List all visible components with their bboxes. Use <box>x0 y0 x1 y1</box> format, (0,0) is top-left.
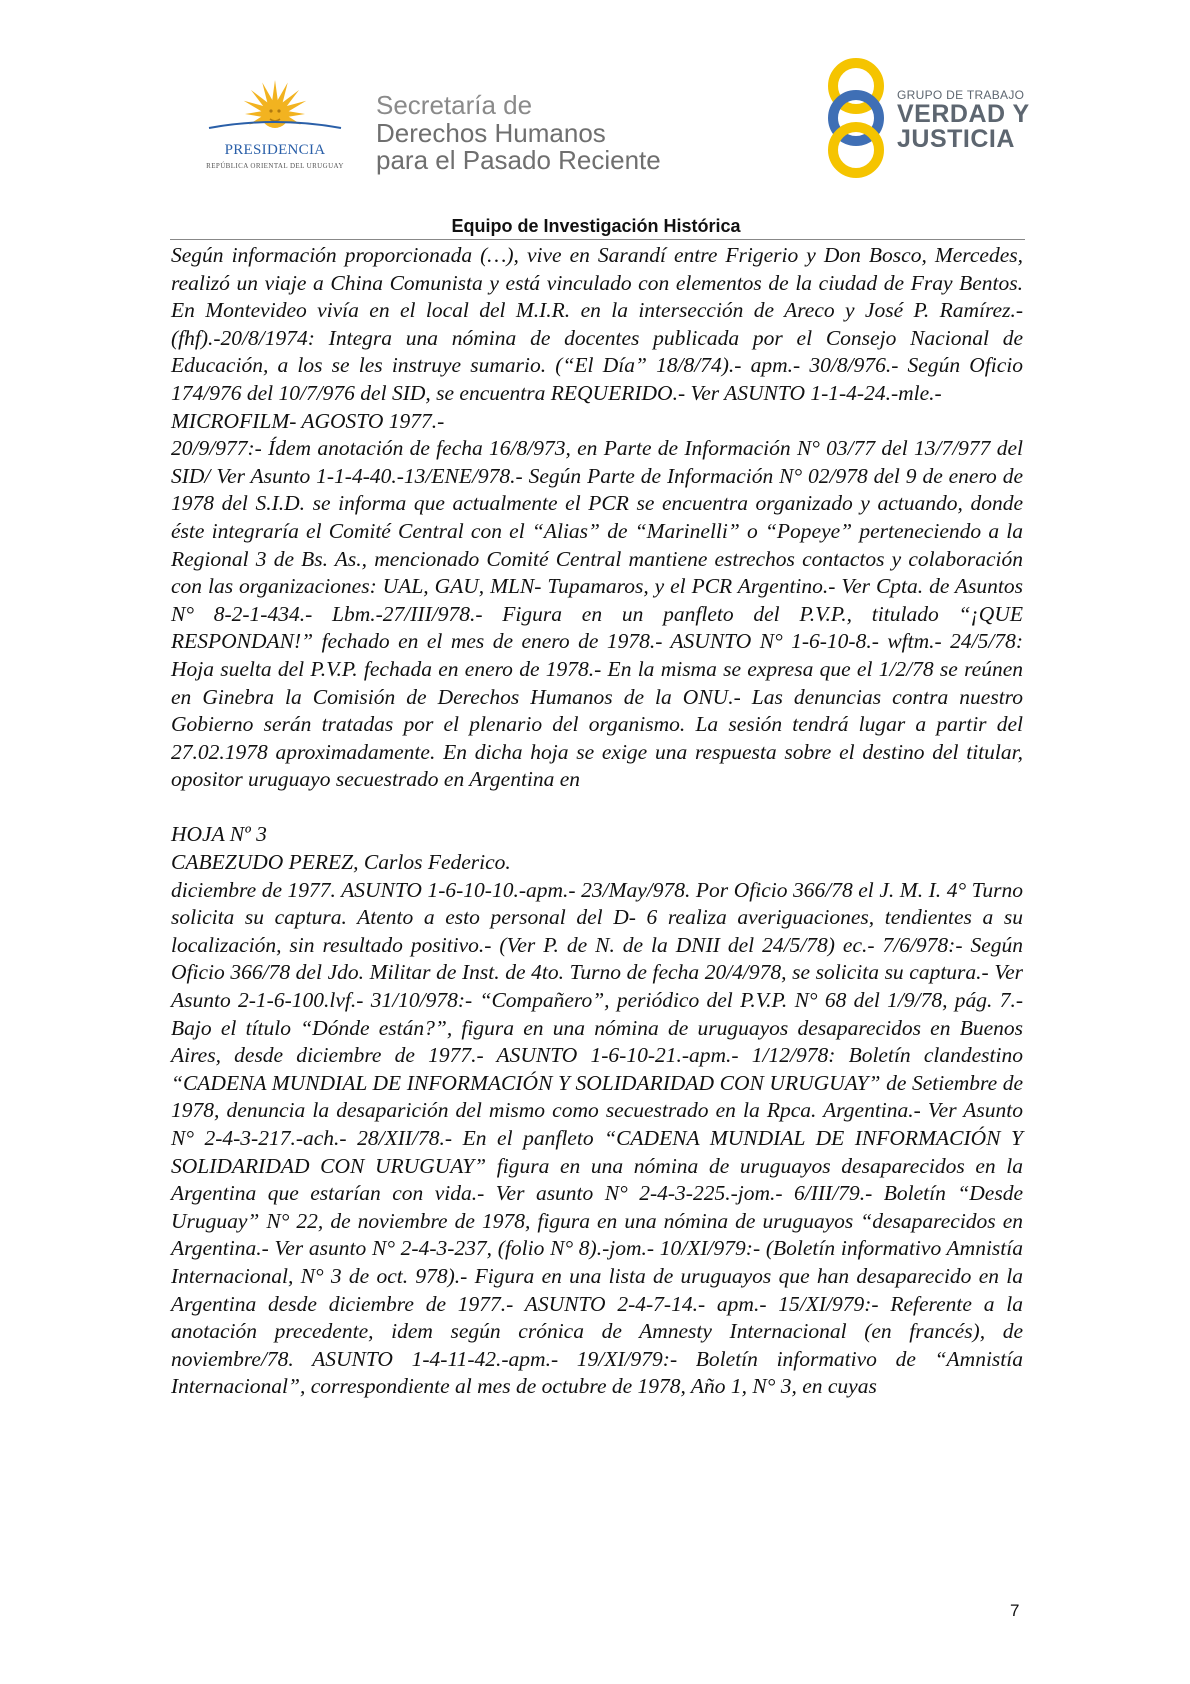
sun-emblem-icon <box>195 76 355 142</box>
presidencia-name: PRESIDENCIA <box>224 142 326 158</box>
paragraph-microfilm: MICROFILM- AGOSTO 1977.- <box>171 408 445 433</box>
presidencia-subtitle: REPÚBLICA ORIENTAL DEL URUGUAY <box>206 162 344 170</box>
paragraph-gap <box>171 794 1023 822</box>
document-body <box>171 242 1023 1401</box>
grupo-trabajo-text <box>897 88 1030 152</box>
grupo-line3: JUSTICIA <box>897 125 1015 153</box>
secretaria-title <box>376 90 661 174</box>
secretaria-line2: Derechos Humanos <box>376 118 606 148</box>
header-divider <box>170 239 1025 240</box>
person-name: CABEZUDO PEREZ, Carlos Federico. <box>171 850 511 875</box>
sheet-heading: HOJA Nº 3 <box>171 822 267 847</box>
paragraph-2: 20/9/977:- Ídem anotación de fecha 16/8/973, en Parte de Información N° 03/77 del 13/7/977 del SID/ Ver Asunto 1-1-4-40.-13/ENE/978.- Según Parte de Información N° 02/978 del 9 de enero de 1978 del S.I.D. se informa que actualmente el PCR se encuentra organizado y actuando, donde éste integraría el Comité Central con el “Alias” de “Marinelli” o “Popeye” perteneciendo a la Regional 3 de Bs. As., mencionado Comité Central mantiene estrechos contactos y colaboración con las organizaciones: UAL, GAU, MLN- Tupamaros, y el PCR Argentino.- Ver Cpta. de Asuntos N° 8-2-1-434.- Lbm.-27/III/978.- Figura en un panfleto del P.V.P., titulado “¡QUE RESPONDAN!” fechado en el mes de enero de 1978.- ASUNTO N° 1-6-10-8.- wftm.- 24/5/78: Hoja suelta del P.V.P. fechada en enero de 1978.- En la misma se expresa que el 1/2/78 se reúnen en Ginebra la Comisión de Derechos Humanos de la ONU.- Las denuncias contra nuestro Gobierno serán tratadas por el plenario del organismo. La sesión tendrá lugar a partir del 27.02.1978 aproximadamente. En dicha hoja se exige una respuesta sobre el destino del titular, opositor uruguayo secuestrado en Argentina en <box>171 436 1023 792</box>
team-heading: Equipo de Investigación Histórica <box>451 216 741 236</box>
paragraph-1: Según información proporcionada (…), vive en Sarandí entre Frigerio y Don Bosco, Mercedes, realizó un viaje a China Comunista y está vinculado con elementos de la ciudad de Fray Bentos. En Montevideo vivía en el local del M.I.R. en la intersección de Areco y José P. Ramírez.- (fhf).-20/8/1974: Integra una nómina de docentes publicada por el Consejo Nacional de Educación, a los se les instruye sumario. (“El Día” 18/8/74).- apm.- 30/8/976.- Según Oficio 174/976 del 10/7/976 del SID, se encuentra REQUERIDO.- Ver ASUNTO 1-1-4-24.-mle.- <box>171 243 1023 405</box>
grupo-line1: GRUPO DE TRABAJO <box>897 88 1025 102</box>
presidencia-logo <box>195 76 355 186</box>
secretaria-line1: Secretaría de <box>376 90 533 120</box>
secretaria-line3: para el Pasado Reciente <box>376 145 661 175</box>
verdad-justicia-rings-icon <box>818 56 898 180</box>
page-number: 7 <box>1010 1601 1020 1620</box>
paragraph-3: diciembre de 1977. ASUNTO 1-6-10-10.-apm.- 23/May/978. Por Oficio 366/78 el J. M. I. 4° Turno solicita su captura. Atento a esto personal del D- 6 realiza averiguaciones, tendientes a su localización, sin resultado positivo.- (Ver P. de N. de la DNII del 24/5/78) ec.- 7/6/978:- Según Oficio 366/78 del Jdo. Militar de Inst. de 4to. Turno de fecha 20/4/978, se solicita su captura.- Ver Asunto 2-1-6-100.lvf.- 31/10/978:- “Compañero”, periódico del P.V.P. N° 68 del 1/9/78, pág. 7.- Bajo el título “Dónde están?”, figura en una nómina de uruguayos desaparecidos en Buenos Aires, desde diciembre de 1977.- ASUNTO 1-6-10-21.-apm.- 1/12/978: Boletín clandestino “CADENA MUNDIAL DE INFORMACIÓN Y SOLIDARIDAD CON URUGUAY” de Setiembre de 1978, denuncia la desaparición del mismo como secuestrado en la Rpca. Argentina.- Ver Asunto N° 2-4-3-217.-ach.- 28/XII/78.- En el panfleto “CADENA MUNDIAL DE INFORMACIÓN Y SOLIDARIDAD CON URUGUAY” figura en una nómina de uruguayos desaparecidos en la Argentina que estarían con vida.- Ver asunto N° 2-4-3-225.-jom.- 6/III/79.- Boletín “Desde Uruguay” N° 22, de noviembre de 1978, figura en una nómina de uruguayos “desaparecidos en Argentina.- Ver asunto N° 2-4-3-237, (folio N° 8).-jom.- 10/XI/979:- (Boletín informativo Amnistía Internacional, N° 3 de oct. 978).- Figura en una lista de uruguayos que han desaparecido en la Argentina desde diciembre de 1977.- ASUNTO 2-4-7-14.- apm.- 15/XI/979:- Referente a la anotación precedente, idem según crónica de Amnesty Internacional (en francés), de noviembre/78. ASUNTO 1-4-11-42.-apm.- 19/XI/979:- Boletín informativo de “Amnistía Internacional”, correspondiente al mes de octubre de 1978, Año 1, N° 3, en cuyas <box>171 877 1023 1399</box>
grupo-line2: VERDAD Y <box>897 100 1030 128</box>
